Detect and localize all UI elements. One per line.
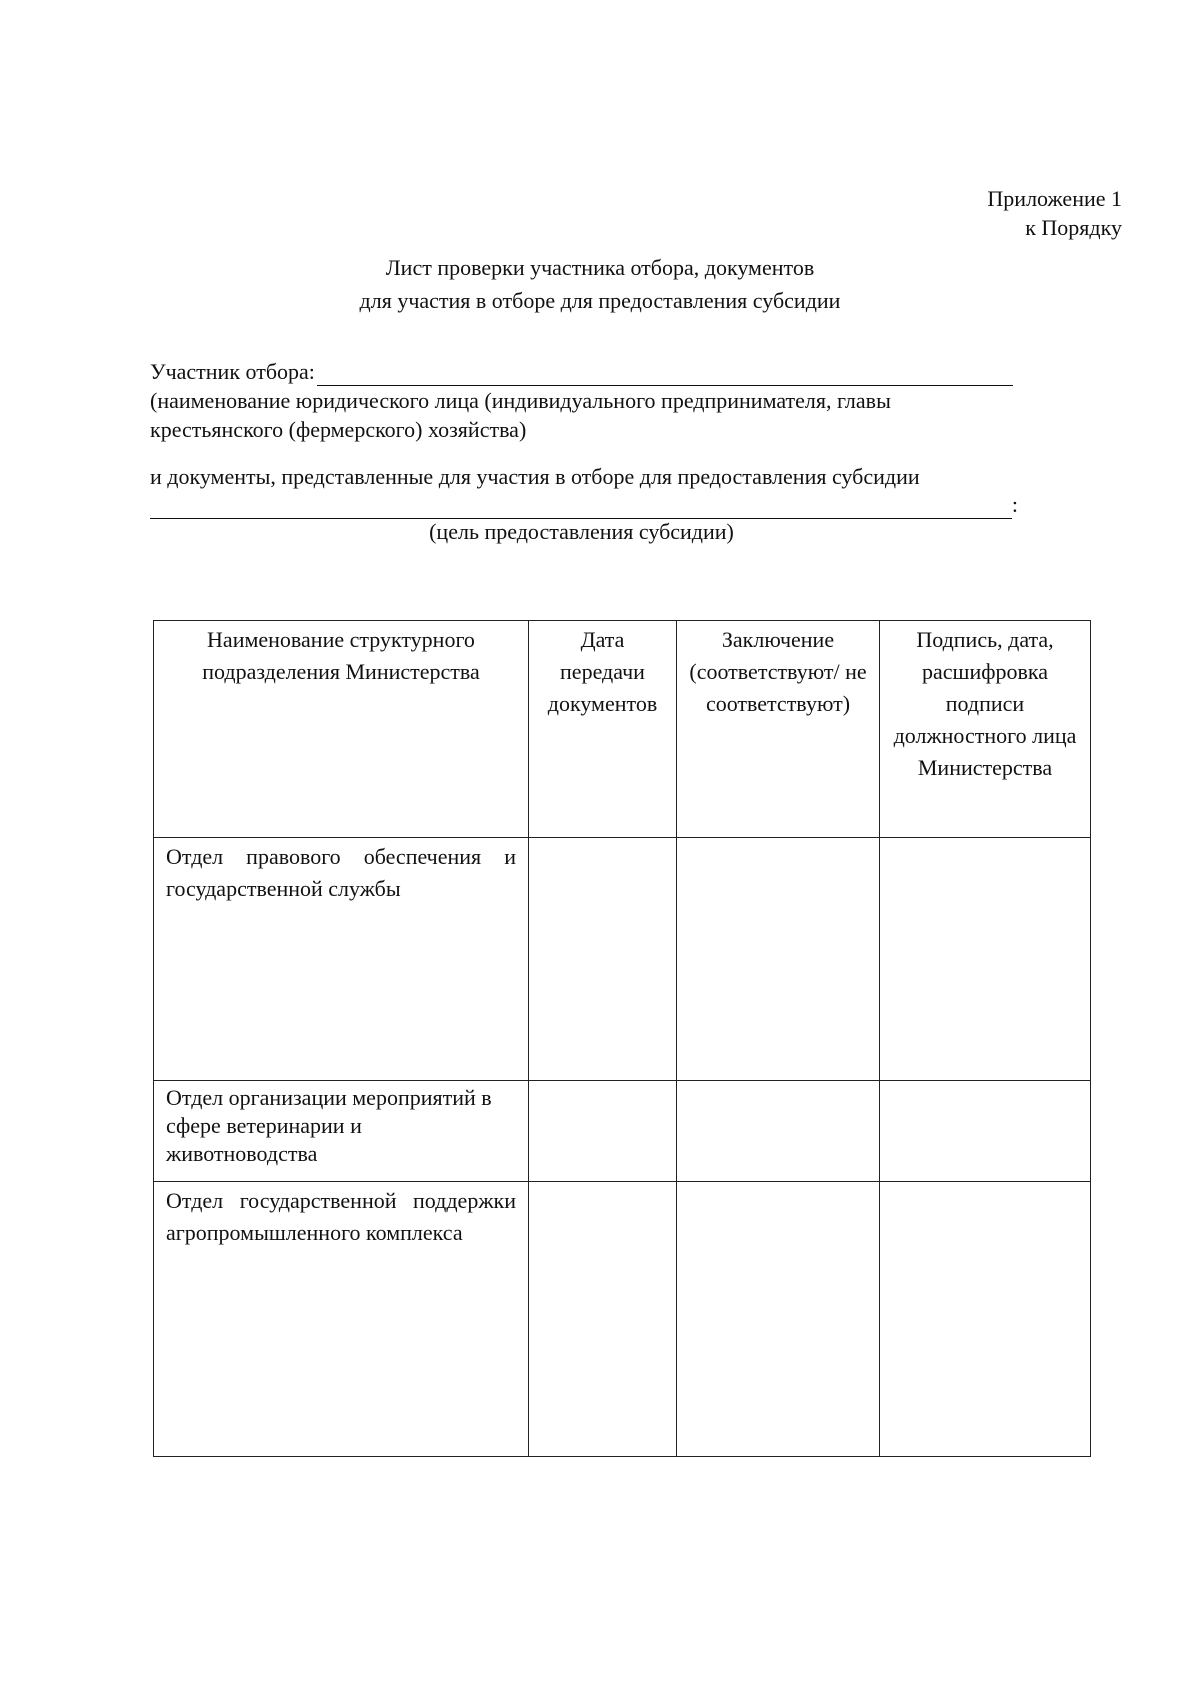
conclusion-cell[interactable] [677,838,880,1081]
participant-hint: (наименование юридического лица (индивидуального предпринимателя, главы крестьянского (фермерского) хозяйства) [150,388,891,442]
signature-cell[interactable] [880,838,1091,1081]
department-name: Отдел организации мероприятий в сфере ветеринарии и животноводства [154,1081,529,1182]
document-title [0,251,1200,317]
participant-blank-line[interactable] [317,361,1013,386]
signature-cell[interactable] [880,1182,1091,1457]
participant-field [150,358,1013,386]
table-row [154,1182,1091,1457]
header-transfer-date: Дата передачи документов [529,621,677,838]
table-row [154,838,1091,1081]
purpose-blank-line[interactable] [150,492,1012,519]
conclusion-cell[interactable] [677,1081,880,1182]
department-name: Отдел государственной поддержки агропромышленного комплекса [154,1182,529,1457]
signature-cell[interactable] [880,1081,1091,1182]
table-row [154,1081,1091,1182]
participant-label: Участник отбора: [150,359,315,384]
appendix-reference [987,184,1122,242]
documents-statement: и документы, представленные для участия в отборе для предоставления субсидии [150,464,920,489]
title-line-1: Лист проверки участника отбора, документов [385,255,815,280]
header-conclusion: Заключение (соответствуют/ не соответствуют) [677,621,880,838]
purpose-colon: : [1011,492,1018,517]
transfer-date-cell[interactable] [529,1182,677,1457]
header-signature: Подпись, дата, расшифровка подписи должностного лица Министерства [880,621,1091,838]
purpose-hint: (цель предоставления субсидии) [429,519,734,544]
appendix-number: Приложение 1 [987,186,1122,211]
transfer-date-cell[interactable] [529,838,677,1081]
department-name: Отдел правового обеспечения и государственной службы [154,838,529,1081]
header-department: Наименование структурного подразделения Министерства [154,621,529,838]
appendix-target: к Порядку [1025,215,1122,240]
verification-table [153,620,1091,1457]
table-header-row [154,621,1091,838]
title-line-2: для участия в отборе для предоставления субсидии [359,288,841,313]
transfer-date-cell[interactable] [529,1081,677,1182]
conclusion-cell[interactable] [677,1182,880,1457]
purpose-field [150,491,1018,519]
